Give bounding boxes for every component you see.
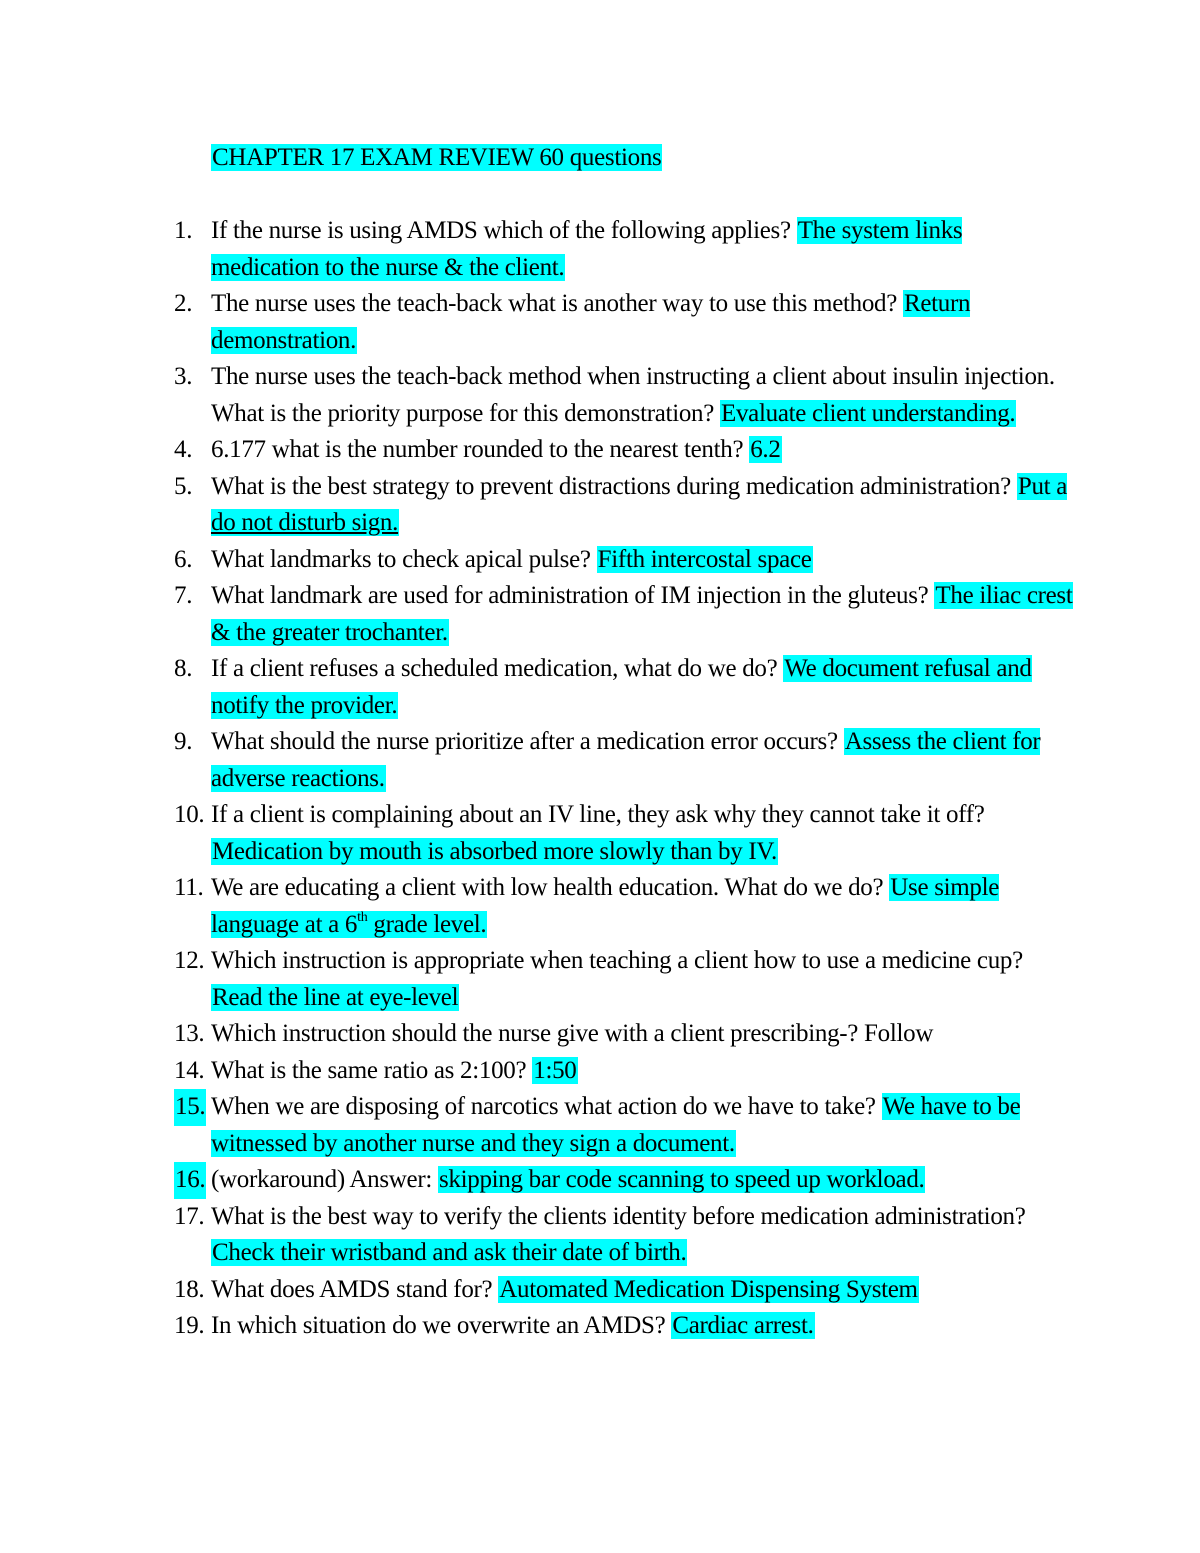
answer-highlight: Automated Medication Dispensing System (499, 1275, 918, 1303)
list-item (174, 1089, 1074, 1162)
question-text: If a client refuses a scheduled medication, what do we do? (211, 655, 784, 682)
answer-highlight: Return demonstration. (211, 290, 971, 354)
question-text: The nurse uses the teach-back method when instructing a client about insulin injection. What is the priority purpose for this demonstration? (211, 363, 1055, 427)
item-number: 16. (174, 1162, 206, 1199)
item-number: 13. (174, 1020, 205, 1047)
answer-highlight: Fifth intercostal space (597, 545, 812, 573)
item-number: 8. (174, 655, 193, 682)
item-number: 10. (174, 801, 205, 828)
answer-highlight: The iliac crest & the greater trochanter. (211, 582, 1073, 646)
answer-highlight: The system links medication to the nurse & the client. (211, 217, 963, 281)
answer-highlight: Read the line at eye-level (212, 983, 459, 1011)
list-item (174, 724, 1074, 797)
answer-text-end: grade level. (367, 910, 487, 938)
page-title (211, 141, 662, 175)
question-text: What landmarks to check apical pulse? (211, 545, 597, 573)
list-item (174, 213, 1074, 286)
question-text: What is the best strategy to prevent distractions during medication administration? (211, 472, 1017, 500)
answer-highlight: skipping bar code scanning to speed up workload. (438, 1166, 925, 1193)
answer-highlight: Evaluate client understanding. (721, 399, 1016, 427)
answer-text: Use simple language at a 6 (211, 874, 1000, 938)
question-text: The nurse uses the teach-back what is another way to use this method? (211, 290, 903, 317)
question-text: When we are disposing of narcotics what action do we have to take? (211, 1093, 882, 1120)
item-number: 15. (174, 1089, 206, 1126)
list-item (174, 469, 1074, 542)
answer-highlight: Cardiac arrest. (672, 1312, 814, 1339)
answer-highlight: We have to be witnessed by another nurse and they sign a document. (211, 1093, 1021, 1157)
question-text: What landmark are used for administration of IM injection in the gluteus? (211, 582, 935, 609)
answer-highlight: Assess the client for adverse reactions. (211, 728, 1041, 792)
answer-highlight: We document refusal and notify the provider. (211, 655, 1032, 719)
list-item (174, 1162, 1074, 1199)
item-number: 17. (174, 1202, 205, 1230)
item-number: 7. (174, 582, 193, 609)
list-item (174, 359, 1074, 432)
list-item (174, 870, 1074, 943)
item-number: 2. (174, 290, 193, 317)
list-item (174, 1016, 1074, 1053)
item-number: 5. (174, 472, 193, 500)
list-item (174, 1272, 1074, 1309)
item-number: 18. (174, 1275, 205, 1303)
question-text: If a client is complaining about an IV line, they ask why they cannot take it off? (211, 801, 985, 828)
item-number: 12. (174, 947, 205, 974)
list-item (174, 286, 1074, 359)
answer-highlight: Medication by mouth is absorbed more slowly than by IV. (212, 837, 777, 865)
question-text: In which situation do we overwrite an AMDS? (211, 1312, 672, 1339)
answer-highlight: Check their wristband and ask their date of birth. (212, 1239, 687, 1266)
answer-underlined-text: do not disturb sign. (211, 509, 399, 536)
title-highlight: CHAPTER 17 EXAM REVIEW 60 questions (212, 144, 662, 171)
list-item (174, 578, 1074, 651)
question-text: What should the nurse prioritize after a medication error occurs? (211, 728, 844, 755)
item-number: 1. (174, 217, 193, 244)
question-text: 6.177 what is the number rounded to the nearest tenth? (211, 436, 750, 463)
item-number: 3. (174, 363, 193, 390)
question-text: What does AMDS stand for? (211, 1275, 499, 1303)
list-item (174, 797, 1074, 870)
answer-text: Put a (1017, 472, 1068, 500)
answer-highlight: 1:50 (533, 1056, 577, 1084)
list-item (174, 542, 1074, 579)
question-text: What is the same ratio as 2:100? (211, 1056, 533, 1084)
question-text: What is the best way to verify the clients identity before medication administration? (211, 1202, 1026, 1230)
list-item (174, 1199, 1074, 1272)
item-number: 11. (174, 874, 204, 901)
item-number: 19. (174, 1312, 205, 1339)
list-item (174, 1308, 1074, 1345)
item-number: 9. (174, 728, 193, 755)
question-text: Which instruction should the nurse give with a client prescribing-? Follow (211, 1020, 934, 1047)
list-item (174, 943, 1074, 1016)
item-number: 4. (174, 436, 193, 463)
item-number: 6. (174, 545, 193, 573)
list-item (174, 1053, 1074, 1090)
question-text: Which instruction is appropriate when teaching a client how to use a medicine cup? (211, 947, 1023, 974)
question-text: We are educating a client with low health education. What do we do? (211, 874, 890, 901)
question-list (174, 213, 1074, 1345)
answer-highlight: 6.2 (750, 436, 781, 463)
item-number: 14. (174, 1056, 205, 1084)
answer-superscript: th (357, 909, 368, 925)
list-item (174, 651, 1074, 724)
question-text: (workaround) Answer: (211, 1166, 438, 1193)
list-item (174, 432, 1074, 469)
question-text: If the nurse is using AMDS which of the following applies? (211, 217, 797, 244)
